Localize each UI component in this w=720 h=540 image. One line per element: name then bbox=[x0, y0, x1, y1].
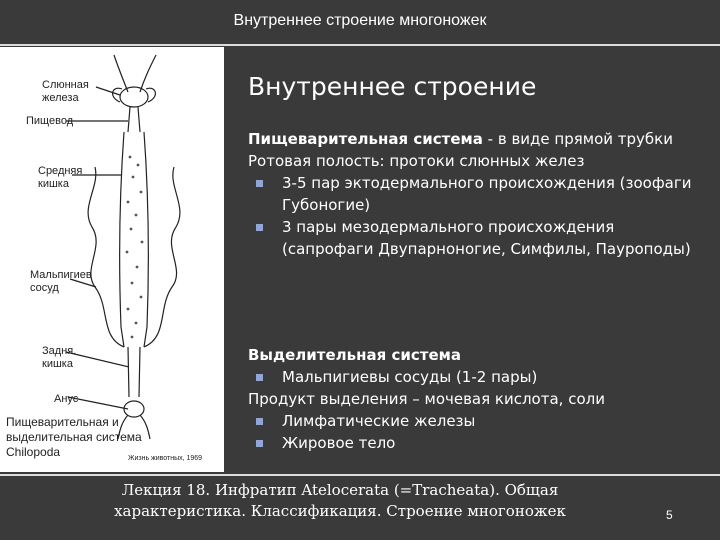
list-item bbox=[248, 172, 708, 216]
digestive-line bbox=[248, 128, 708, 150]
section-heading: Внутреннее строение bbox=[248, 72, 537, 101]
top-divider bbox=[0, 44, 720, 46]
excretory-section bbox=[248, 344, 708, 454]
bullet-text: Жировое тело bbox=[282, 434, 396, 452]
digestive-desc: - в виде прямой трубки bbox=[482, 130, 673, 148]
label-hindgut: Задня. кишка bbox=[42, 345, 77, 370]
excretory-title: Выделительная система bbox=[248, 346, 462, 364]
digestive-title: Пищеварительная система bbox=[248, 130, 483, 148]
square-bullet-icon bbox=[256, 180, 263, 187]
figure-source: Жизнь животных, 1969 bbox=[128, 455, 203, 462]
centipede-anatomy-drawing bbox=[0, 47, 224, 472]
label-malpighian-vessel: Мальпигиев сосуд bbox=[30, 269, 92, 294]
label-midgut: Средняя кишка bbox=[38, 165, 83, 190]
list-item bbox=[248, 216, 708, 260]
label-anus: Анус bbox=[54, 393, 79, 405]
square-bullet-icon bbox=[256, 418, 263, 425]
list-item bbox=[248, 410, 708, 432]
label-salivary-gland: Слюнная железа bbox=[42, 79, 89, 104]
square-bullet-icon bbox=[256, 224, 263, 231]
bottom-divider bbox=[0, 474, 720, 476]
list-item bbox=[248, 432, 708, 454]
title-bar bbox=[0, 0, 720, 46]
page-number: 5 bbox=[666, 508, 673, 522]
bullet-text: Лимфатические железы bbox=[282, 412, 476, 430]
product-text: Продукт выделения – мочевая кислота, соли bbox=[248, 390, 605, 408]
list-item bbox=[248, 366, 708, 388]
bullet-text: 3 пары мезодермального происхождения (сапрофаги Двупарноногие, Симфилы, Пауроподы) bbox=[282, 218, 691, 258]
bullet-text: 3-5 пар эктодермального происхождения (зоофаги Губоногие) bbox=[282, 174, 692, 214]
digestive-section bbox=[248, 128, 708, 260]
bullet-text: Мальпигиевы сосуды (1-2 пары) bbox=[282, 368, 538, 386]
anatomy-figure bbox=[0, 47, 224, 472]
mouth-text: Ротовая полость: протоки слюнных желез bbox=[248, 152, 585, 170]
square-bullet-icon bbox=[256, 440, 263, 447]
slide-title: Внутреннее строение многоножек bbox=[233, 12, 487, 29]
footer-text: Лекция 18. Инфратип Atelocerata (=Tracheata). Общая характеристика. Классификация. Строение многоножек bbox=[114, 481, 566, 520]
label-esophagus: Пищевод bbox=[26, 115, 74, 127]
square-bullet-icon bbox=[256, 374, 263, 381]
figure-caption: Пищеварительная и выделительная система Chilopoda bbox=[6, 415, 142, 459]
